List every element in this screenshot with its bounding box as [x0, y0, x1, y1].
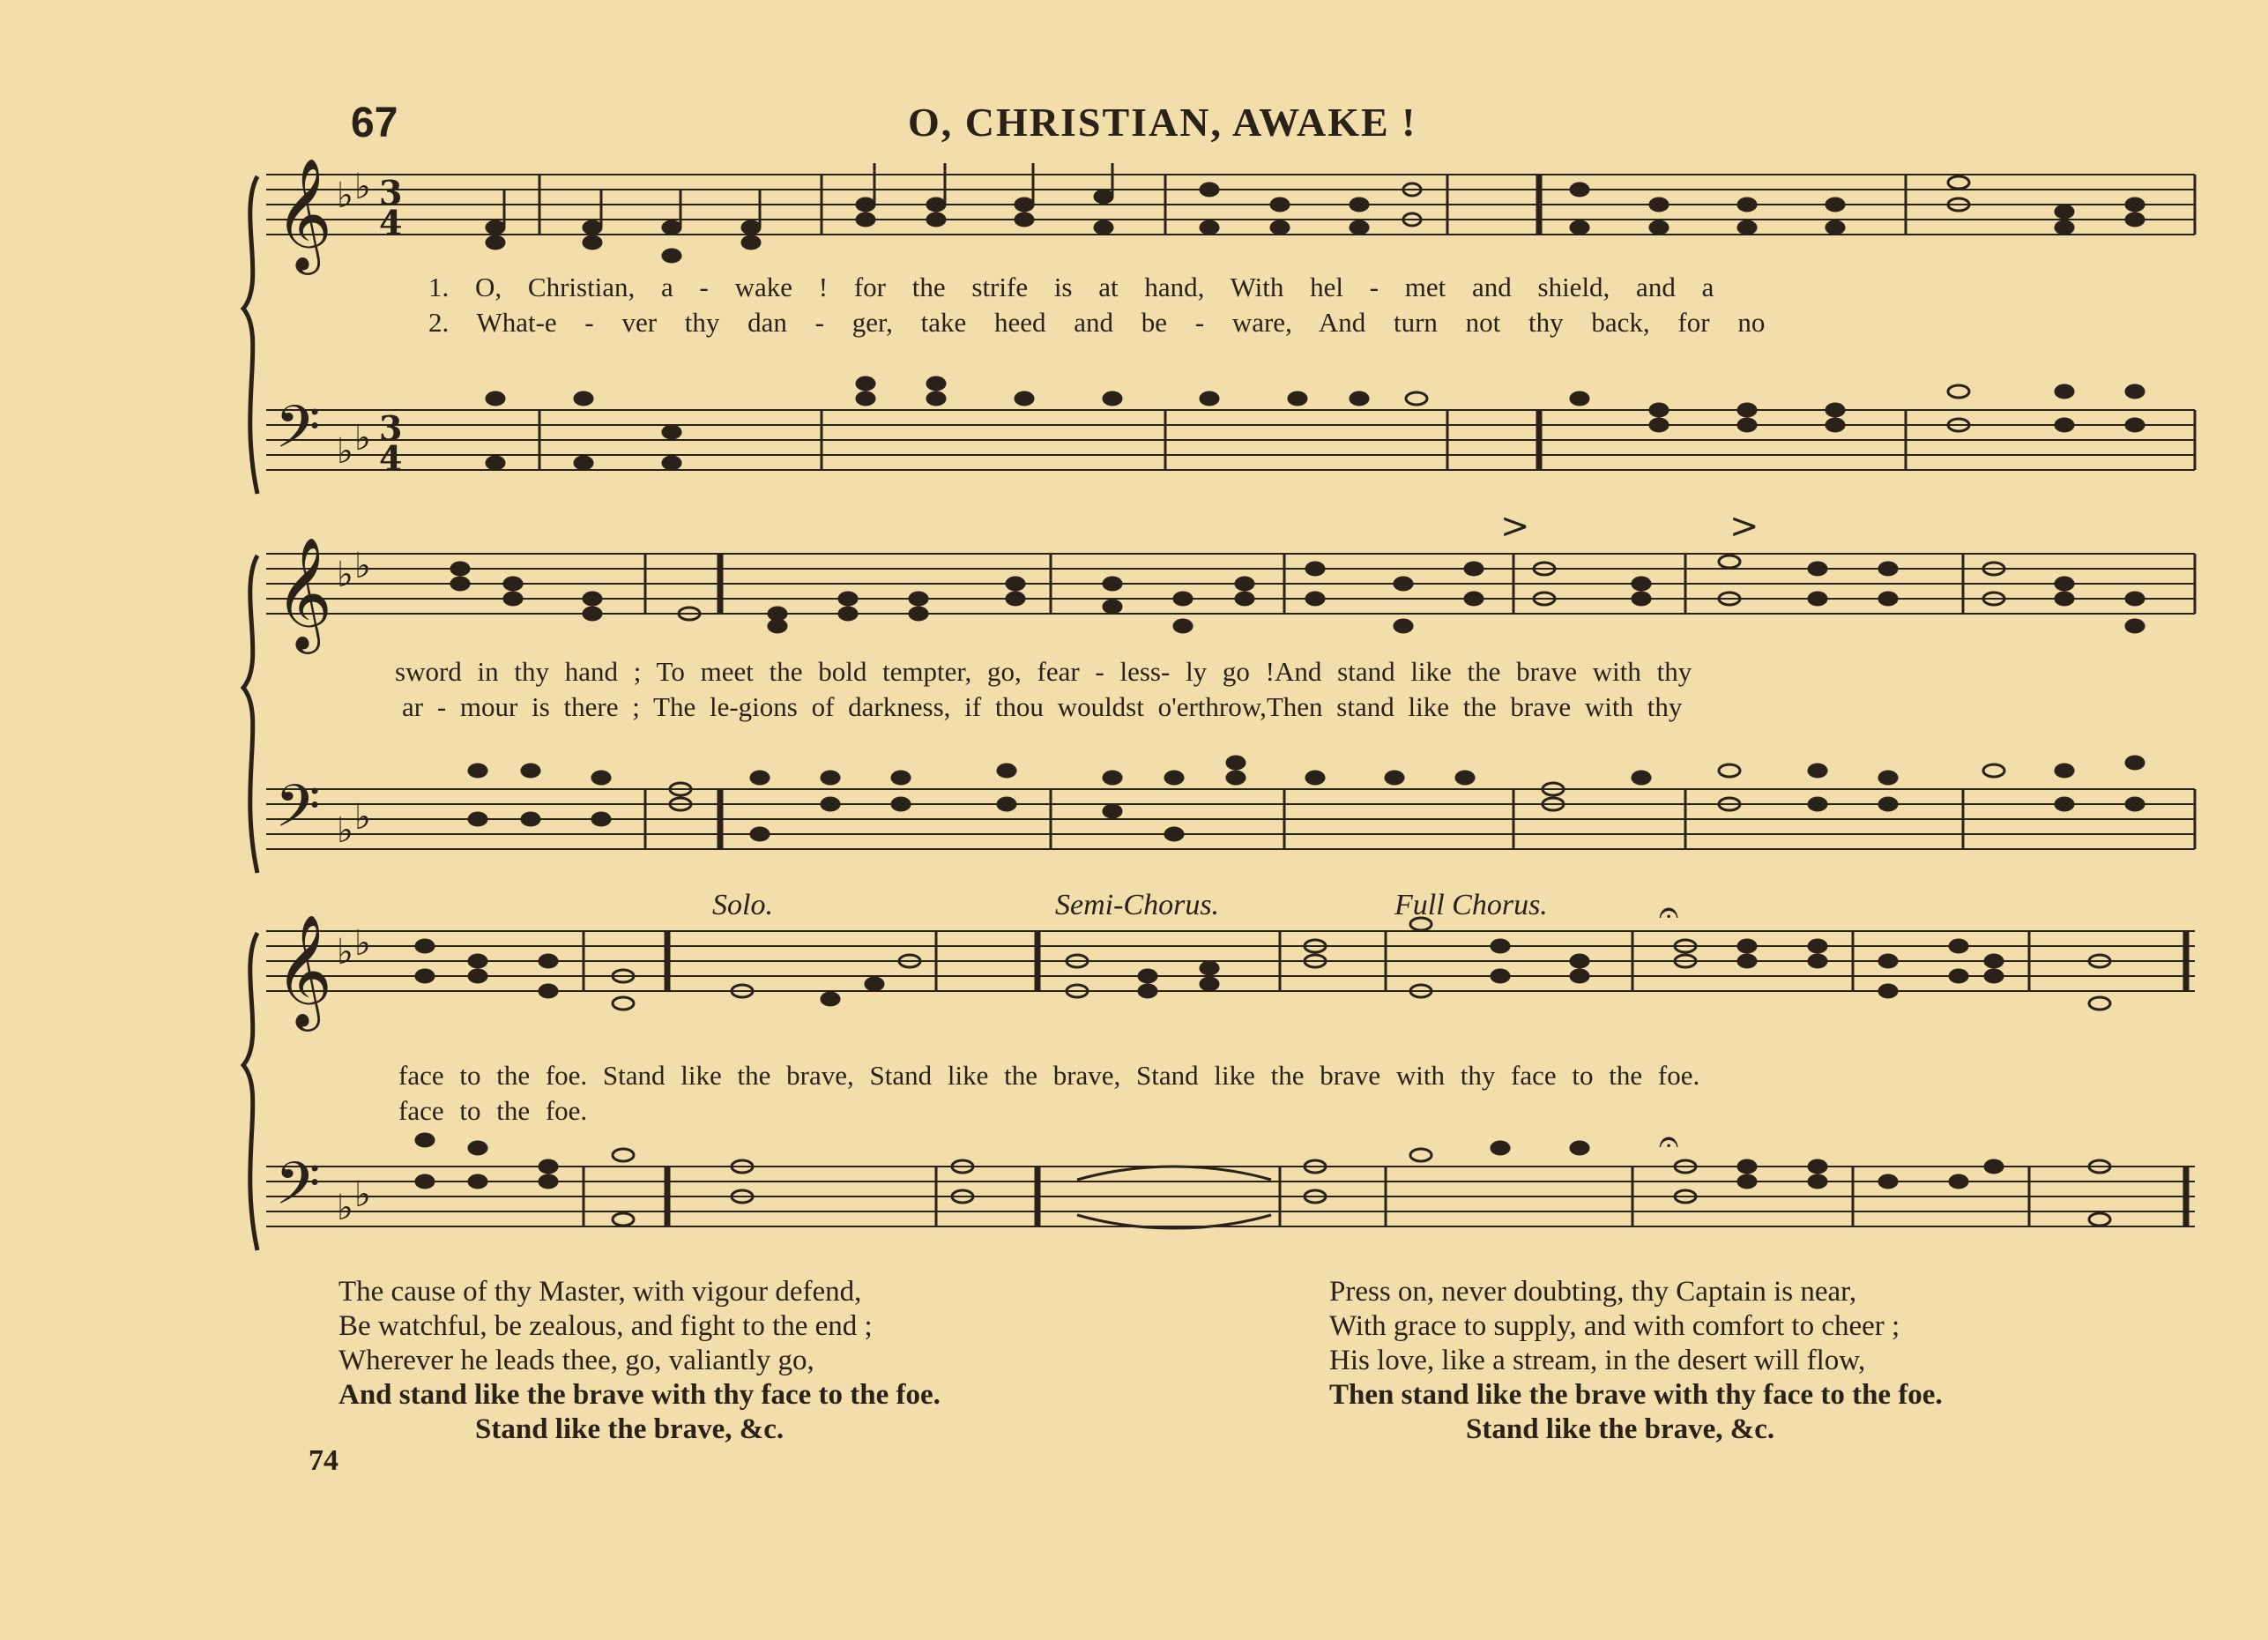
verse-4-line-3: His love, like a stream, in the desert will flow, [1329, 1345, 1866, 1376]
verse-3-line-4: And stand like the brave with thy face to the foe. [338, 1379, 941, 1411]
hymn-title: O, CHRISTIAN, AWAKE ! [908, 100, 1417, 145]
system-3-lyric-verse-1: face to the foe. Stand like the brave, Stand like the brave, Stand like the brave with thy face to the foe. [398, 1060, 1700, 1091]
svg-text:>: > [1500, 506, 1530, 547]
svg-text:𝄞: 𝄞 [275, 913, 333, 1026]
music-system-2 [231, 506, 2197, 891]
svg-text:𝄐: 𝄐 [1659, 892, 1679, 933]
verse-3-refrain: Stand like the brave, &c. [475, 1413, 785, 1445]
full-chorus-marking: Full Chorus. [1394, 889, 1548, 921]
svg-text:♭: ♭ [337, 932, 353, 973]
verse-3-line-3: Wherever he leads thee, go, valiantly go, [338, 1345, 814, 1376]
svg-text:𝄐: 𝄐 [1659, 1122, 1679, 1162]
page-number: 74 [309, 1444, 338, 1477]
svg-text:4: 4 [379, 203, 403, 242]
svg-text:𝄢: 𝄢 [275, 393, 321, 475]
svg-text:>: > [1729, 506, 1759, 547]
svg-text:♭: ♭ [354, 1174, 371, 1215]
svg-text:♭: ♭ [354, 167, 371, 207]
verse-4-refrain: Stand like the brave, &c. [1466, 1413, 1775, 1445]
music-system-3 [231, 889, 2197, 1259]
svg-text:♭: ♭ [337, 431, 353, 472]
hymn-number: 67 [351, 100, 398, 146]
svg-text:♭: ♭ [337, 810, 353, 851]
semi-chorus-marking: Semi-Chorus. [1055, 889, 1220, 921]
svg-text:𝄢: 𝄢 [275, 772, 321, 854]
verse-4-line-1: Press on, never doubting, thy Captain is near, [1329, 1276, 1857, 1308]
verse-4-line-4: Then stand like the brave with thy face to the foe. [1329, 1379, 1943, 1411]
system-2-lyric-verse-2: ar - mour is there ; The le-gions of darkness, if thou wouldst o'erthrow,Then stand like the brave with thy [402, 691, 1683, 722]
svg-text:♭: ♭ [354, 418, 371, 458]
solo-marking: Solo. [712, 889, 773, 921]
verse-4-line-2: With grace to supply, and with comfort to cheer ; [1329, 1310, 1900, 1342]
svg-text:4: 4 [379, 438, 403, 478]
verse-3-line-1: The cause of thy Master, with vigour defend, [338, 1276, 862, 1308]
system-1-lyric-verse-1: 1. O, Christian, a - wake ! for the strife is at hand, With hel - met and shield, and a [428, 272, 1714, 302]
svg-text:𝄞: 𝄞 [275, 157, 333, 270]
svg-text:♭: ♭ [337, 175, 353, 216]
svg-text:3: 3 [379, 173, 403, 212]
system-2-lyric-verse-1: sword in thy hand ; To meet the bold tempter, go, fear - less- ly go !And stand like the brave with thy [395, 656, 1692, 687]
verse-4 [1329, 1275, 1943, 1447]
music-system-1 [231, 159, 2197, 511]
svg-text:𝄞: 𝄞 [275, 536, 333, 649]
svg-text:♭: ♭ [354, 923, 371, 964]
verse-3 [338, 1275, 941, 1447]
system-1-lyric-verse-2: 2. What-e - ver thy dan - ger, take heed and be - ware, And turn not thy back, for no [428, 307, 1766, 338]
svg-text:♭: ♭ [337, 1188, 353, 1228]
svg-text:♭: ♭ [354, 546, 371, 586]
svg-text:♭: ♭ [354, 797, 371, 838]
svg-text:𝄢: 𝄢 [275, 1150, 321, 1232]
svg-text:3: 3 [379, 408, 403, 448]
system-3-lyric-verse-2: face to the foe. [398, 1095, 588, 1126]
verse-3-line-2: Be watchful, be zealous, and fight to the end ; [338, 1310, 873, 1342]
svg-text:♭: ♭ [337, 555, 353, 595]
